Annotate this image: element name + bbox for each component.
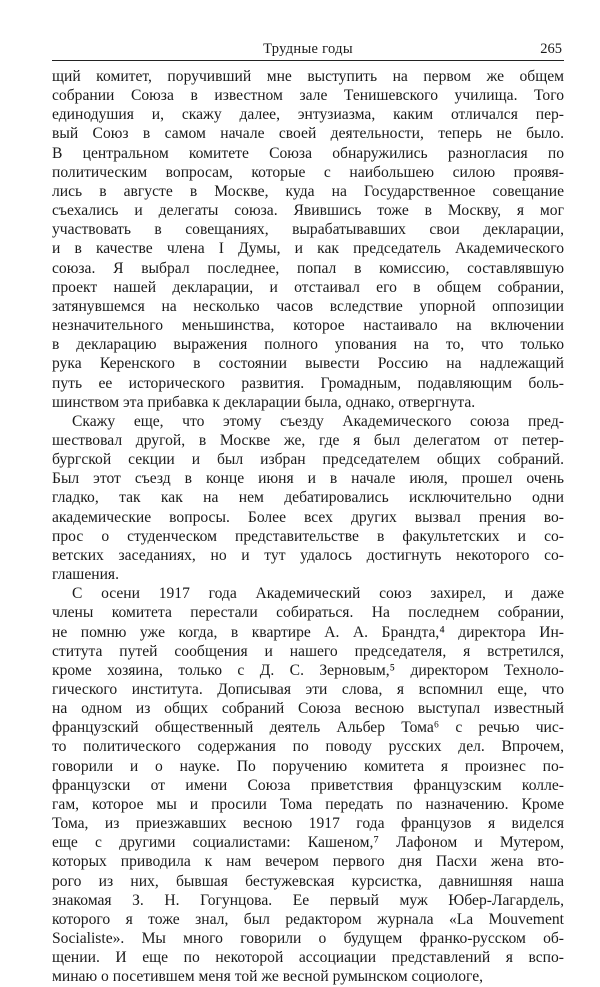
text-line: члены комитета перестали собираться. На последнем собрании, bbox=[52, 604, 564, 622]
text-line: проект нашей декларации, и отстаивал его в общем собрании, bbox=[52, 278, 564, 296]
text-line: кроме хозяина, только с Д. С. Зерновым,⁵ директором Техноло- bbox=[52, 661, 564, 679]
text-line: шинством эта прибавка к декларации была, однако, отвергнута. bbox=[52, 393, 476, 411]
text-line: собрании Союза в известном зале Тенишевского училища. Того bbox=[52, 87, 564, 105]
book-page bbox=[52, 38, 564, 987]
text-line: гического института. Дописывая эти слова, я вспомнил еще, что bbox=[52, 681, 564, 698]
text-line: политическим вопросам, которые с наибольшею силою проявя- bbox=[52, 163, 564, 181]
paragraph-1 bbox=[52, 67, 564, 412]
text-line: шествовал другой, в Москве же, где я был делегатом от петер- bbox=[52, 431, 564, 449]
running-header bbox=[52, 38, 564, 61]
text-line: В центральном комитете Союза обнаружились разногласия по bbox=[52, 144, 564, 162]
text-line: путь ее исторического развития. Громадным, подавляющим боль- bbox=[52, 374, 564, 392]
text-line: рука Керенского в состоянии вывести Россию на надлежащий bbox=[52, 355, 564, 373]
body-text bbox=[52, 67, 564, 987]
text-line: участвовать в совещаниях, вырабатывавших свои декларации, bbox=[52, 221, 564, 239]
text-line: знакомая З. Н. Гогунцова. Ее первый муж Юбер-Лагардель, bbox=[52, 891, 564, 909]
text-line: незначительного меньшинства, которое настаивало на включении bbox=[52, 317, 564, 335]
text-line: рого из них, бывшая бестужевская курсистка, давнишняя наша bbox=[52, 872, 564, 890]
text-line: говорили и о науке. По поручению комитета я произнес по- bbox=[52, 757, 564, 775]
text-line: академические вопросы. Более всех других вызвал прения во- bbox=[52, 508, 564, 526]
text-line: щении. И еще по некоторой ассоциации представлений я вспо- bbox=[52, 949, 564, 967]
text-line: французский общественный деятель Альбер Тома⁶ с речью чис- bbox=[52, 719, 564, 737]
text-line: на одном из общих собраний Союза весною выступал известный bbox=[52, 700, 564, 718]
text-line: еще с другими социалистами: Кашеном,⁷ Лафоном и Мутером, bbox=[52, 834, 564, 852]
paragraph-2 bbox=[52, 412, 564, 584]
text-line: С осени 1917 года Академический союз захирел, и даже bbox=[72, 585, 564, 603]
text-line: глашения. bbox=[52, 566, 119, 584]
text-line: бургской секции и был избран председателем общих собраний. bbox=[52, 451, 564, 469]
text-line: Был этот съезд в конце июня и в начале июля, прошел очень bbox=[52, 470, 564, 488]
text-line: не помню уже когда, в квартире А. А. Брандта,⁴ директора Ин- bbox=[52, 623, 564, 641]
text-line: ветских заседаниях, но и тут удалось достигнуть некоторого со- bbox=[52, 546, 564, 564]
text-line: и в качестве члена I Думы, и как председатель Академического bbox=[52, 240, 564, 258]
page-number: 265 bbox=[540, 41, 562, 57]
text-line: Тома, из приезжавших весною 1917 года французов я виделся bbox=[52, 815, 564, 833]
text-line: затянувшемся на несколько часов вследствие упорной оппозиции bbox=[52, 297, 564, 315]
text-line: единодушия и, скажу далее, энтузиазма, каким отличался пер- bbox=[52, 106, 564, 124]
text-line: союза. Я выбрал последнее, попал в комиссию, составлявшую bbox=[52, 259, 564, 277]
text-line: съехались и делегаты союза. Явившись тоже в Москву, я мог bbox=[52, 202, 564, 220]
text-line: лись в августе в Москве, куда на Государственное совещание bbox=[52, 182, 564, 200]
text-line: Скажу еще, что этому съезду Академического союза пред- bbox=[72, 412, 564, 430]
text-line: французски от имени Союза приветствия французским колле- bbox=[52, 776, 564, 794]
text-line: которого я тоже знал, был редактором журнала «La Mouvement bbox=[52, 910, 564, 928]
text-line: гладко, так как на нем дебатировались исключительно одни bbox=[52, 489, 564, 507]
text-line: гам, которое мы и просили Тома передать по назначению. Кроме bbox=[52, 795, 564, 813]
text-line: в декларацию выражения полного упования на то, что только bbox=[52, 336, 564, 354]
text-line: Socialiste». Мы много говорили о будущем франко-русском об- bbox=[52, 930, 564, 948]
text-line: ститута путей сообщения и нашего председателя, я встретился, bbox=[52, 642, 564, 660]
text-line: минаю о посетившем меня той же весной румынском социологе, bbox=[52, 968, 484, 986]
text-line: вый Союз в самом начале своей деятельности, теперь не было. bbox=[52, 125, 564, 143]
running-title: Трудные годы bbox=[263, 41, 353, 57]
text-line: щий комитет, поручивший мне выступить на первом же общем bbox=[52, 68, 564, 85]
text-line: то политического содержания по поводу русских дел. Впрочем, bbox=[52, 738, 564, 756]
paragraph-3 bbox=[52, 584, 564, 986]
text-line: которых приводила к нам вечером первого дня Пасхи жена вто- bbox=[52, 853, 564, 871]
text-line: прос о студенческом представительстве в факультетских и со- bbox=[52, 527, 564, 545]
